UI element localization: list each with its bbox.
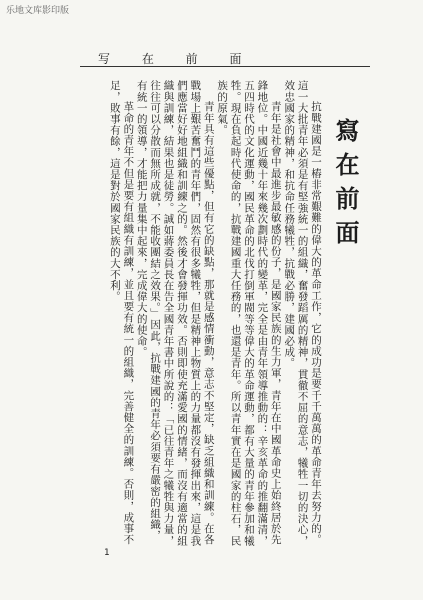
running-head: 写 在 前 面 xyxy=(98,52,256,66)
paragraph: 革命的青年不但是要有組織有訓練，並且要有統一的組織，完善健全的訓練。否則，成事不足，敗事有餘，這是對於國家民族的大不利。 xyxy=(108,80,135,545)
library-stamp: 乐地文库影印版 xyxy=(6,6,70,16)
paragraph: 青年是社會中最進步最敏感的份子，是國家民族的生力軍，青年在中國革命史上始終居於先鋒地位。中國近幾十年來幾次劃時代的變革，完全是由青年領導推動的：辛亥革命的推翻滿清，五四時代的文化運動，國民革命的北伐打倒軍閥等等偉大的革命運動，都有大量的青年參加和犧牲。現在負起時代使命的，抗戰建國重大任務的，也還是青年。所以青年實在是國家的柱石，民族的原氣。 xyxy=(216,80,282,547)
paragraph: 青年具有這些優點，但有它的缺點，那就是感情衝動，意志不堅定，缺乏組織和訓練。在各戰場上艱苦奮鬥的青年們，固然有很多犧牲，但是精神上物質上的力量都沒有發揮出來，這是我們應當好好地組織和訓練之的。然後才會發揮功效。否則即使充滿愛國的情緒，而沒有適當的組織與訓練，結果也是徒勞。誠如蔣委員長在告全國青年書中所說的：「已往青年之犧牲與力量，往往可以分散而無所成就，不能收團結之效果。」因此，抗戰建國的青年必須要有嚴密的組織，有統一的領導，才能把力量集中起來，完成偉大的使命。 xyxy=(135,80,215,547)
header-rule xyxy=(80,66,370,67)
page-number: 1 xyxy=(104,548,110,558)
chapter-title: 寫在前面 xyxy=(331,118,360,254)
body-text xyxy=(72,80,322,550)
paragraph: 抗戰建國是一樁非常艱難的偉大的革命工作，它的成功是要千千萬萬的革命青年去努力的。這一大批青年必須是有堅強統一的組織，奮發蹈厲的精神，貫徹不屈的意志，犧牲一切的決心，效忠國家的精神，和抗命任務犧牲，抗戰必勝，建國必成。 xyxy=(283,80,322,547)
